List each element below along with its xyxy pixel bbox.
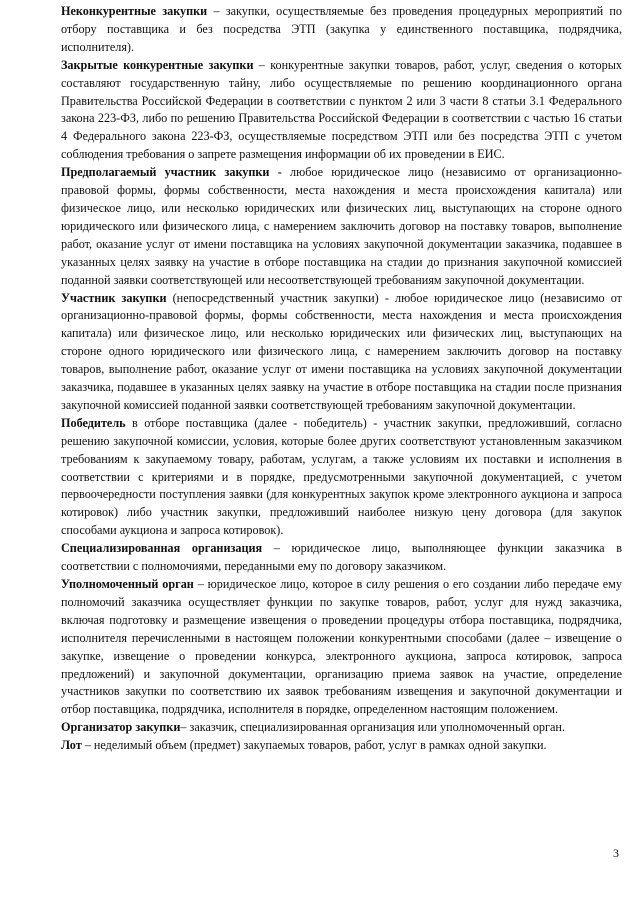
definition-term: Закрытые конкурентные закупки: [61, 57, 254, 72]
definition-term: Победитель: [61, 415, 126, 430]
definition-text: – заказчик, специализированная организация или уполномоченный орган.: [180, 720, 565, 735]
definition-winner: [61, 415, 622, 540]
definition-term: Лот: [61, 738, 82, 753]
definition-text: – юридическое лицо, выполняющее функции заказчика в соответствии с полномочиями, переданными ему по договору заказчиком.: [61, 541, 622, 574]
definition-lot: [61, 737, 622, 755]
definition-term: Предполагаемый участник закупки -: [61, 165, 282, 180]
definition-text: (непосредственный участник закупки) - любое юридическое лицо (независимо от организационно-правовой формы, формы собственности, места нахождения и места происхождения капитала) или физическое лицо, или несколько юридических или физических лиц, выступающих на стороне одного юридического или физического лица, с намерением заключить договор на поставку товаров, выполнение работ, оказание услуг от имени поставщика на условиях закупочной документации заказчика, подавшее в указанных целях заявку на участие в отборе поставщика на стадии после признания закупочной комиссией поданной заявки соответствующей требованиям закупочной документации.: [61, 290, 623, 412]
definition-prospective-participant: [61, 164, 622, 289]
definition-text: в отборе поставщика (далее - победитель) - участник закупки, предложивший, согласно решению закупочной комиссии, условия, которые более других соответствуют установленным заказчиком требованиям к закупаемому товару, работам, услугам, а также условиям их поставки и исполнения в соответствии с критериями и в порядке, предусмотренными закупочной документацией, с учетом первоочередности поступления заявки (для конкурентных закупок кроме электронного аукциона и запроса котировок) либо участник закупки, предложивший наиболее низкую цену договора (для закупок способами аукциона и запроса котировок).: [61, 415, 622, 538]
definition-term: Организатор закупки: [61, 720, 181, 735]
definition-term: Уполномоченный орган: [61, 577, 194, 591]
definition-term: Неконкурентные закупки: [61, 4, 208, 18]
definition-text: – неделимый объем (предмет) закупаемых товаров, работ, услуг в рамках одной закупки.: [81, 738, 547, 753]
definition-text: – конкурентные закупки товаров, работ, услуг, сведения о которых составляют государственную тайну, либо осуществляемые по решению координационного органа Правительства Российской Федерации в соответствии с пунктом 2 или 3 части 8 статьи 3.1 Федерального закона 223-ФЗ, либо по решению Правительства Российской Федерации в соответствии с частью 16 статьи 4 Федерального закона 223-ФЗ, осуществляемые посредством ЭТП или без посредства ЭТП с учетом соблюдения требования о запрете размещения информации об их проведении в ЕИС.: [61, 57, 622, 162]
definition-closed-competitive: [61, 57, 622, 164]
definition-authorized-body: [61, 576, 622, 719]
definitions-list: [61, 3, 622, 755]
definition-term: Участник закупки: [61, 290, 167, 305]
definition-specialized-organization: [61, 540, 622, 576]
definition-noncompetitive: [61, 3, 622, 57]
definition-participant: [61, 290, 622, 415]
definition-term: Специализированная организация: [61, 541, 263, 556]
definition-text: – закупки, осуществляемые без проведения процедурных мероприятий по отбору поставщика и без посредства ЭТП (закупка у единственного поставщика, подрядчика, исполнителя).: [61, 4, 622, 54]
definition-text: – юридическое лицо, которое в силу решения о его создании либо передаче ему полномочий заказчика осуществляет функции по закупке товаров, работ, услуг для нужд заказчика, включая подготовку и размещение извещения о проведении процедуры отбора поставщика, подрядчика, исполнителя перечисленными в настоящем положении конкурентными способами (далее – извещение о закупке, извещение о проведении конкурса, электронного аукциона, запроса котировок, запроса предложений) и закупочной документации, организацию приема заявок на участие, определение участников закупки по соответствию их заявок требованиям извещения и закупочной документации и отбор поставщика, подрядчика, исполнителя в порядке, определенном настоящим положением.: [61, 577, 622, 717]
definition-text: любое юридическое лицо (независимо от организационно-правовой формы, формы собственности, места нахождения и места происхождения капитала) или физическое лицо, или несколько юридических или физических лиц, выступающих на стороне одного юридического или физического лица, с намерением заключить договор на поставку товаров, выполнение работ, оказание услуг от имени поставщика на условиях закупочной документации заказчика, подавшее в указанных целях заявку на участие в отборе поставщика на стадии до признания закупочной комиссией поданной заявки соответствующей или несоответствующей требованиям закупочной документации.: [61, 165, 622, 287]
page-number: 3: [613, 846, 619, 860]
definition-procurement-organizer: [61, 719, 622, 737]
